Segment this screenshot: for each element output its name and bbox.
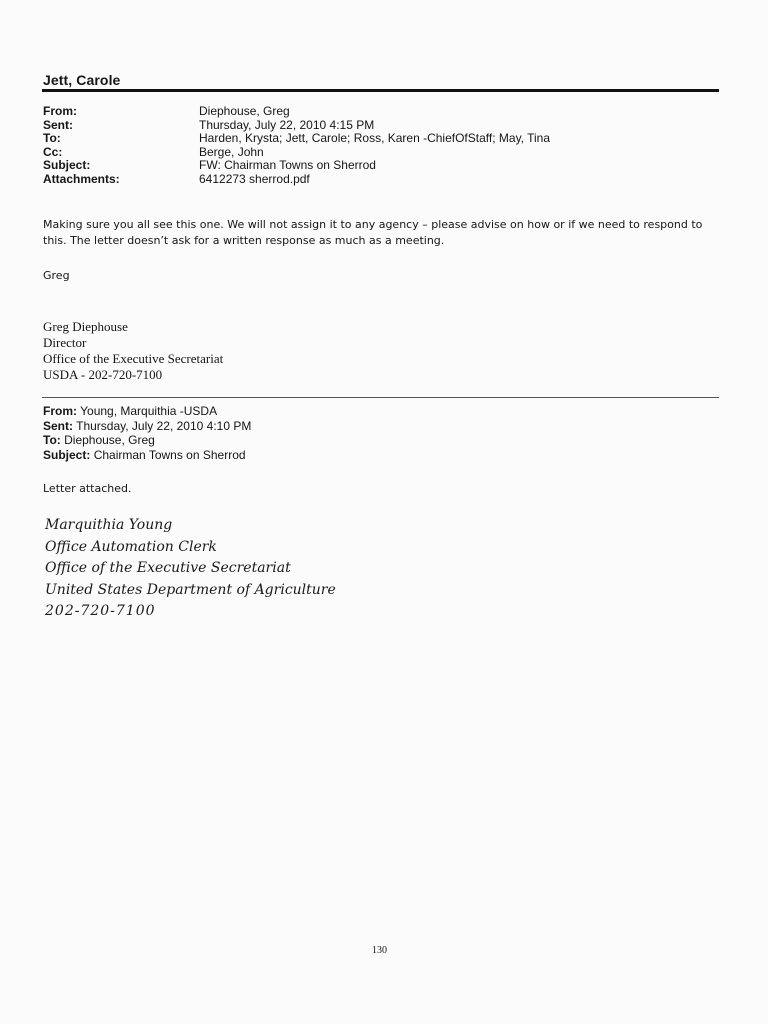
forward-divider (42, 397, 719, 398)
forwarded-header-block (43, 404, 251, 462)
forwarded-label: From: (43, 404, 77, 418)
forwarded-to (43, 433, 251, 448)
header-value: Diephouse, Greg (199, 104, 290, 118)
header-divider (42, 89, 719, 92)
signature-office: Office of the Executive Secretariat (43, 351, 224, 366)
header-row-subject (43, 159, 550, 173)
forwarded-value: Chairman Towns on Sherrod (93, 447, 246, 462)
header-row-to (43, 132, 550, 146)
header-label: Subject: (43, 158, 91, 173)
message-body-line: Making sure you all see this one. We will not assign it to any agency – please advise on how or if we need to respond to (43, 218, 703, 231)
signature-name: Greg Diephouse (43, 319, 128, 334)
message-body-line: this. The letter doesn’t ask for a written response as much as a meeting. (43, 234, 445, 247)
header-row-from (43, 105, 550, 119)
header-row-cc (43, 146, 550, 160)
forwarded-label: Subject: (43, 447, 91, 462)
forwarded-subject (43, 448, 251, 463)
forwarded-label: Sent: (43, 418, 73, 433)
email-header-block (43, 105, 550, 187)
page-number: 130 (372, 945, 387, 956)
header-label: Sent: (43, 117, 73, 132)
message-body (43, 217, 723, 249)
header-value: Berge, John (199, 144, 264, 159)
script-signature (45, 515, 336, 623)
forwarded-body: Letter attached. (43, 482, 132, 495)
mailbox-owner-name: Jett, Carole (43, 72, 121, 88)
message-closing: Greg (43, 269, 70, 282)
attachment-filename: 6412273 sherrod.pdf (199, 171, 310, 186)
header-row-sent (43, 119, 550, 133)
script-signature-phone: 202-720-7100 (45, 603, 156, 619)
signature-title: Director (43, 335, 87, 350)
forwarded-sent (43, 419, 251, 434)
header-label: To: (43, 131, 61, 146)
header-value: Thursday, July 22, 2010 4:15 PM (199, 117, 375, 132)
forwarded-value: Young, Marquithia -USDA (80, 404, 218, 418)
forwarded-value: Diephouse, Greg (64, 433, 155, 448)
signature-phone: USDA - 202-720-7100 (43, 367, 163, 382)
forwarded-value: Thursday, July 22, 2010 4:10 PM (76, 418, 252, 433)
script-signature-department: United States Department of Agriculture (45, 581, 336, 598)
forwarded-label: To: (43, 433, 61, 448)
header-label: Attachments: (43, 171, 120, 186)
forwarded-from (43, 404, 251, 419)
header-label: Cc: (43, 144, 63, 159)
header-row-attachments (43, 173, 550, 187)
header-label: From: (43, 104, 77, 118)
script-signature-office: Office of the Executive Secretariat (45, 560, 291, 576)
sender-signature (43, 319, 223, 383)
script-signature-title: Office Automation Clerk (45, 538, 217, 555)
script-signature-name: Marquithia Young (45, 517, 173, 533)
header-value: FW: Chairman Towns on Sherrod (199, 158, 376, 173)
header-value: Harden, Krysta; Jett, Carole; Ross, Karen -ChiefOfStaff; May, Tina (199, 131, 551, 146)
